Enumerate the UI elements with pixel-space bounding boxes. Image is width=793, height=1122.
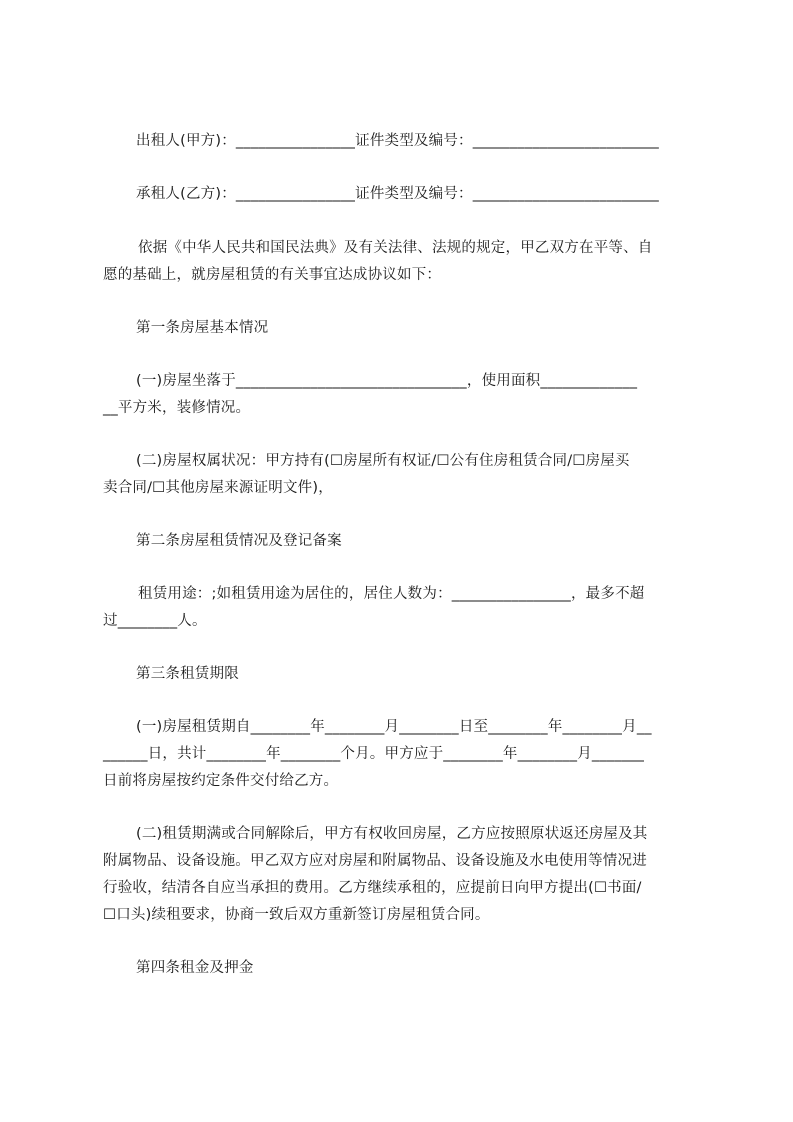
lease-purpose-line-2: 过________人。 [103,613,207,629]
lease-purpose-line-1: 租赁用途：;如租赁用途为居住的，居住人数为：________________，最多不超 [138,586,645,602]
article-3-clause-1-line-2: ______日，共计________年________个月。甲方应于________年________月_______ [103,746,645,762]
article-1-clause-2-line-1: (二)房屋权属状况：甲方持有(☐房屋所有权证/☐公有住房租赁合同/☐房屋买 [136,453,630,469]
article-1-clause-1-line-2: __平方米，装修情况。 [103,400,251,416]
article-3-clause-2-line-4: ☐口头)续租要求，协商一致后双方重新签订房屋租赁合同。 [103,907,490,923]
article-2-heading: 第二条房屋租赁情况及登记备案 [136,533,342,549]
article-4-heading: 第四条租金及押金 [136,960,254,976]
article-3-clause-1-line-3: 日前将房屋按约定条件交付给乙方。 [103,773,339,789]
article-3-clause-2-line-3: 行验收，结清各自应当承担的费用。乙方继续承租的，应提前日向甲方提出(☐书面/ [103,880,642,896]
article-3-clause-2-line-1: (二)租赁期满或合同解除后，甲方有权收回房屋，乙方应按照原状返还房屋及其 [136,826,648,842]
article-1-heading: 第一条房屋基本情况 [136,320,269,336]
article-3-clause-2-line-2: 附属物品、设备设施。甲乙双方应对房屋和附属物品、设备设施及水电使用等情况进 [103,853,647,869]
article-1-clause-2-line-2: 卖合同/☐其他房屋来源证明文件)， [103,480,333,496]
preamble-line-1: 依据《中华人民共和国民法典》及有关法律、法规的规定，甲乙双方在平等、自 [138,240,653,256]
article-1-clause-1-line-1: (一)房屋坐落于_______________________________，使用面积_____________ [136,373,638,389]
article-3-heading: 第三条租赁期限 [136,666,239,682]
landlord-info-line: 出租人(甲方)：________________证件类型及编号：_________________________ [136,133,659,149]
preamble-line-2: 愿的基础上，就房屋租赁的有关事宜达成协议如下： [103,267,442,283]
article-3-clause-1-line-1: (一)房屋租赁期自________年________月________日至________年________月__ [136,719,652,735]
tenant-info-line: 承租人(乙方)：________________证件类型及编号：_________________________ [136,186,659,202]
